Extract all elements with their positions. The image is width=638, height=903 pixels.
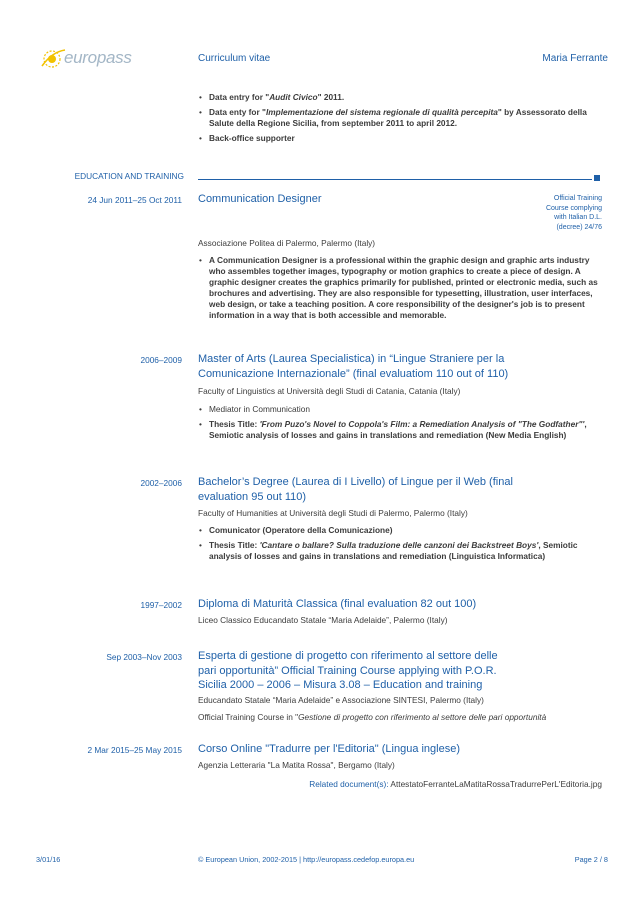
entry-date: 2006–2009 [140,355,182,365]
section-divider [198,179,592,180]
list-item: • A Communication Designer is a professional within the graphic design and graphic arts industry who assembles together images, typography or motion graphics to create a piece of design. A graphic designer creates the graphics primarily for published, printed or electronic media, such as brochures and advertising. They are also responsible for typesetting, illustration, user interfaces, web design, or take a teaching position. A core responsibility of the designer's job is to present information in a way that is both accessible and memorable. [198,255,602,321]
entry-title: Esperta di gestione di progetto con riferimento al settore delle pari opportunità” Official Training Course applying with P.O.R. Sicilia 2000 – 2006 – Misura 3.08 – Education and training [198,650,498,691]
intro-list [198,92,602,148]
entry-title: Communication Designer [198,193,322,205]
entry-date: 2 Mar 2015–25 May 2015 [87,745,182,755]
list-item: • Comunicator (Operatore della Comunicazione) [198,525,602,536]
related-label: Related document(s): [309,779,389,789]
footer-page-number: Page 2 / 8 [574,855,608,864]
footer-date: 3/01/16 [36,855,61,864]
entry-organization: Faculty of Linguistics at Università degli Studi di Catania, Catania (Italy) [198,386,461,396]
entry-date: 1997–2002 [140,600,182,610]
entry-title: Master of Arts (Laurea Specialistica) in “Lingue Straniere per la Comunicazione Internazionale” (final evaluatiom 110 out of 110) [198,353,509,380]
list-item: • Data entry for "Audit Civico" 2011. [198,92,602,103]
list-item: • Thesis Title: 'From Puzo's Novel to Coppola's Film: a Remediation Analysis of "The Godfather"', Semiotic analysis of losses and gains in translations and remediation (New Media English) [198,419,602,441]
entry-organization: Associazione Politea di Palermo, Palermo (Italy) [198,238,376,248]
footer-copyright[interactable]: © European Union, 2002-2015 | http://europass.cedefop.europa.eu [198,855,415,864]
doc-title: Curriculum vitae [198,53,271,64]
entry-date: 24 Jun 2011–25 Oct 2011 [87,195,182,205]
candidate-name: Maria Ferrante [542,53,608,64]
entry-title: Diploma di Maturità Classica (final evaluation 82 out 100) [198,598,477,610]
entry-organization: Educandato Statale “Maria Adelaide” e Associazione SINTESI, Palermo (Italy) [198,695,484,705]
section-heading: EDUCATION AND TRAINING [74,171,184,181]
list-item: • Data enty for "Implementazione del sistema regionale di qualità percepita" by Assessorato della Salute della Regione Sicilia, from september 2011 to april 2012. [198,107,602,129]
europass-logo [38,46,156,72]
entry-title: Corso Online "Tradurre per l'Editoria" (Lingua inglese) [198,743,461,755]
entry-organization: Liceo Classico Educandato Statale “Maria Adelaide”, Palermo (Italy) [198,615,448,625]
list-item: • Back-office supporter [198,133,602,144]
entry-details [198,525,602,566]
section-square-icon [594,175,600,181]
entry-organization: Faculty of Humanities at Università degli Studi di Palermo, Palermo (Italy) [198,508,468,518]
entry-date: Sep 2003–Nov 2003 [106,652,182,662]
entry-title: Bachelor’s Degree (Laurea di I Livello) of Lingue per il Web (final evaluation 95 out 110) [198,476,513,503]
entry-organization: Agenzia Letteraria "La Matita Rossa", Bergamo (Italy) [198,760,395,770]
logo-text: europass [64,48,132,67]
entry-details [198,404,602,445]
entry-date: 2002–2006 [140,478,182,488]
related-documents [198,779,602,789]
entry-side-note: Official Training Course complying with Italian D.L. (decree) 24/76 [545,195,602,231]
entry-details [198,255,602,325]
entry-note: Official Training Course in "Gestione di progetto con riferimento al settore delle pari opportunità [198,712,547,722]
list-item: • Mediator in Communication [198,404,602,415]
related-file-link[interactable]: AttestatoFerranteLaMatitaRossaTradurrePerL'Editoria.jpg [390,779,602,789]
list-item: • Thesis Title: 'Cantare o ballare? Sulla traduzione delle canzoni dei Backstreet Boys', Semiotic analysis of losses and gains in translations and remediation (Linguistica Informatica) [198,540,602,562]
